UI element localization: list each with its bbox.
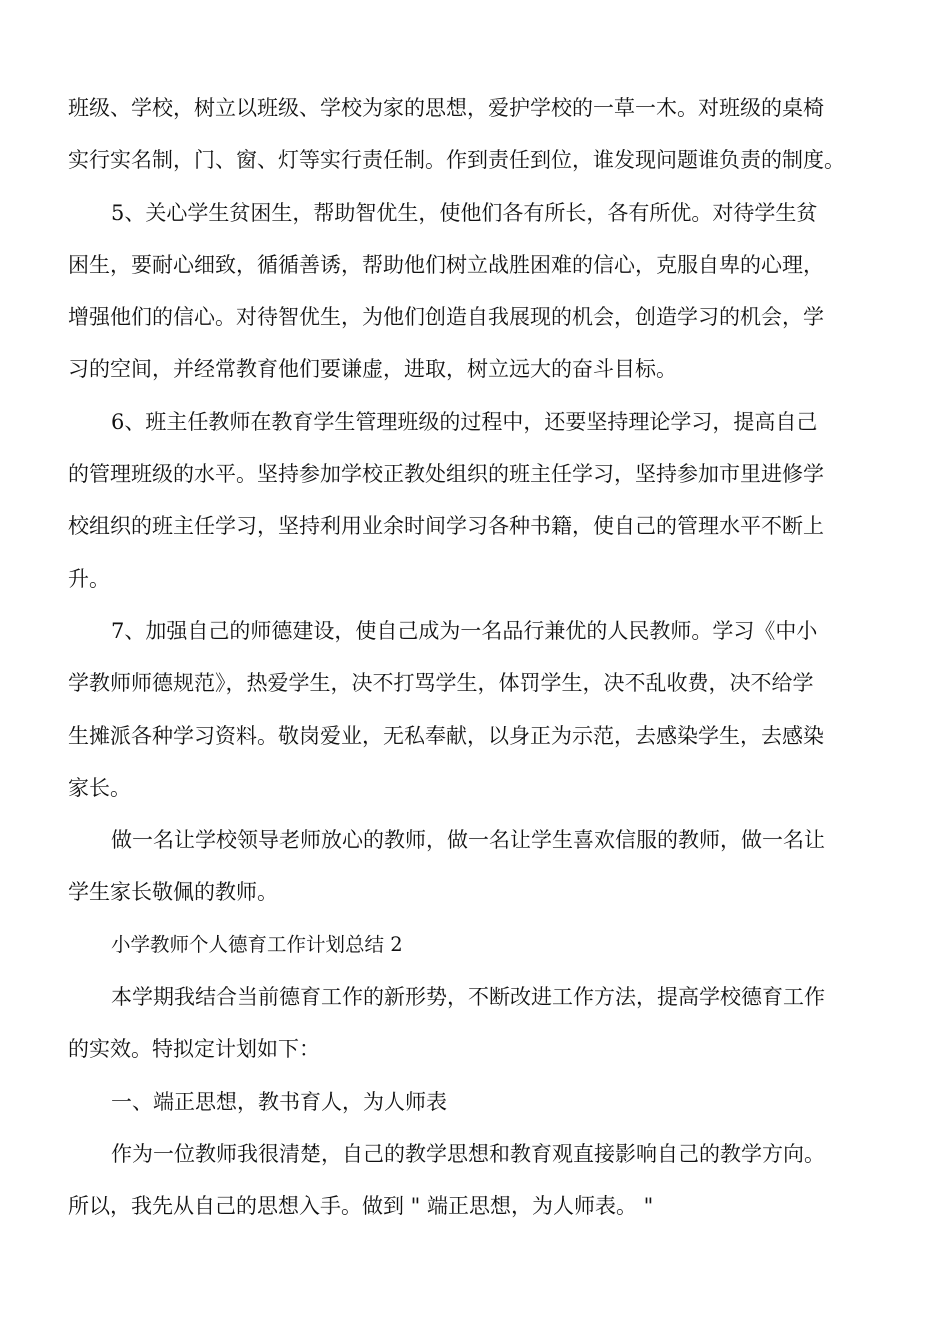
text-line: 的管理班级的水平。坚持参加学校正教处组织的班主任学习，坚持参加市里进修学 (68, 462, 824, 487)
text-line: 生摊派各种学习资料。敬岗爱业，无私奉献，以身正为示范，去感染学生，去感染 (68, 723, 824, 748)
paragraph-item-7 (68, 605, 890, 814)
text-line: 作为一位教师我很清楚，自己的教学思想和教育观直接影响自己的教学方向。 (111, 1141, 825, 1166)
text-line: 家长。 (68, 775, 131, 800)
text-line: 实行实名制，门、窗、灯等实行责任制。作到责任到位，谁发现问题谁负责的制度。 (68, 148, 845, 173)
subsection-heading (68, 1076, 890, 1128)
text-line: 困生，要耐心细致，循循善诱，帮助他们树立战胜困难的信心，克服自卑的心理， (68, 252, 824, 277)
text-line: 所以，我先从自己的思想入手。做到 " 端正思想，为人师表。 " (68, 1194, 654, 1219)
subsection-heading-text: 一、端正思想，教书育人，为人师表 (111, 1089, 447, 1114)
paragraph-intro (68, 971, 890, 1076)
paragraph-continuation (68, 82, 890, 187)
text-line: 班级、学校，树立以班级、学校为家的思想，爱护学校的一草一木。对班级的桌椅 (68, 96, 824, 120)
text-line: 6、班主任教师在教育学生管理班级的过程中，还要坚持理论学习，提高自己 (111, 409, 818, 434)
text-line: 增强他们的信心。对待智优生，为他们创造自我展现的机会，创造学习的机会，学 (68, 305, 824, 330)
text-line: 学教师师德规范》，热爱学生，决不打骂学生，体罚学生，决不乱收费，决不给学 (68, 671, 814, 696)
text-line: 本学期我结合当前德育工作的新形势，不断改进工作方法，提高学校德育工作 (111, 985, 825, 1010)
text-line: 做一名让学校领导老师放心的教师，做一名让学生喜欢信服的教师，做一名让 (111, 828, 825, 853)
paragraph-item-6 (68, 396, 890, 605)
text-line: 升。 (68, 566, 110, 591)
text-line: 5、关心学生贫困生，帮助智优生，使他们各有所长，各有所优。对待学生贫 (111, 200, 818, 225)
paragraph-item-5 (68, 187, 890, 396)
section-title (68, 919, 890, 971)
text-line: 的实效。特拟定计划如下： (68, 1037, 320, 1062)
text-line: 学生家长敬佩的教师。 (68, 880, 278, 905)
paragraph-summary (68, 814, 890, 919)
text-line: 7、加强自己的师德建设，使自己成为一名品行兼优的人民教师。学习《中小 (111, 618, 818, 643)
paragraph-section-1-body (68, 1128, 890, 1233)
text-line: 校组织的班主任学习，坚持利用业余时间学习各种书籍，使自己的管理水平不断上 (68, 514, 824, 539)
document-page (68, 82, 890, 1233)
section-title-text: 小学教师个人德育工作计划总结 2 (111, 932, 403, 956)
text-line: 习的空间，并经常教育他们要谦虚，进取，树立远大的奋斗目标。 (68, 357, 677, 382)
